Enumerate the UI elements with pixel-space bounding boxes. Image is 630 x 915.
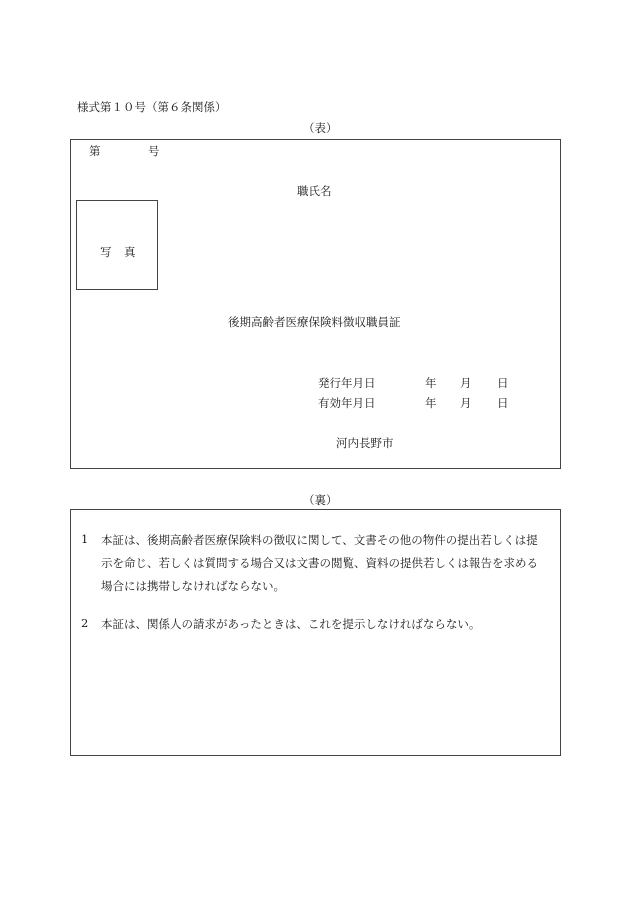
card-number-prefix: 第 xyxy=(89,144,101,158)
position-name-label: 職氏名 xyxy=(297,184,332,198)
item-1-line-2: 示を命じ、若しくは質問する場合又は文書の閲覧、資料の提供若しくは報告を求める xyxy=(101,556,538,570)
photo-label-2: 真 xyxy=(124,245,136,259)
item-1-line-3: 場合には携帯しなければならない。 xyxy=(101,579,285,593)
item-1-number: 1 xyxy=(81,532,89,546)
issuer-name: 河内長野市 xyxy=(336,436,394,450)
back-heading: （裏） xyxy=(303,493,338,507)
issue-year-label: 年 xyxy=(425,376,437,390)
form-number: 様式第１０号（第６条関係） xyxy=(77,100,227,114)
front-heading: （表） xyxy=(303,121,338,135)
valid-date-label: 有効年月日 xyxy=(318,396,376,410)
photo-label-1: 写 xyxy=(100,245,112,259)
card-title: 後期高齢者医療保険料徴収職員証 xyxy=(228,315,401,329)
issue-date-label: 発行年月日 xyxy=(318,376,376,390)
card-number-suffix: 号 xyxy=(148,144,160,158)
item-1-line-1: 本証は、後期高齢者医療保険料の徴収に関して、文書その他の物件の提出若しくは提 xyxy=(101,533,538,547)
valid-year-label: 年 xyxy=(425,396,437,410)
valid-month-label: 月 xyxy=(460,396,472,410)
photo-area xyxy=(76,200,158,290)
item-2-line-1: 本証は、関係人の請求があったときは、これを提示しなければならない。 xyxy=(101,617,481,631)
issue-day-label: 日 xyxy=(497,376,509,390)
valid-day-label: 日 xyxy=(497,396,509,410)
item-2-number: 2 xyxy=(81,616,89,630)
issue-month-label: 月 xyxy=(460,376,472,390)
